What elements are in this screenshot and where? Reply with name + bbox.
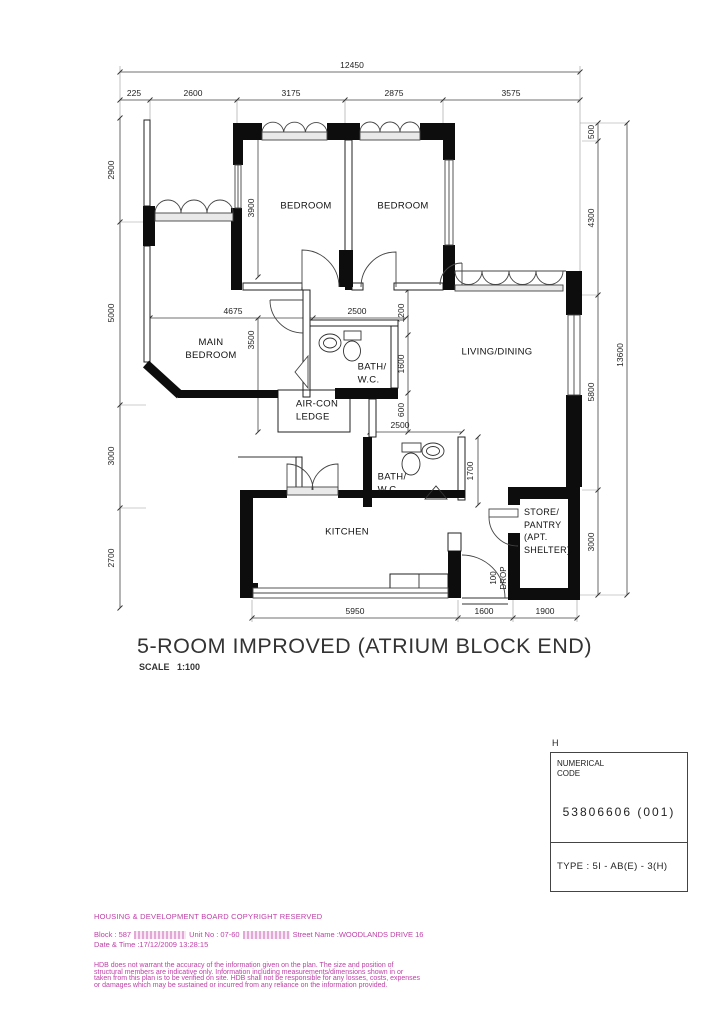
disclaimer-line: HDB does not warrant the accuracy of the information given on the plan. The size and position of bbox=[94, 962, 394, 969]
dim-total-width: 12450 bbox=[340, 59, 364, 70]
numerical-code-label: NUMERICAL CODE bbox=[557, 759, 605, 779]
numerical-code-box bbox=[550, 752, 688, 892]
plan-scale: SCALE 1:100 bbox=[139, 662, 201, 672]
dim-1200: 1200 bbox=[395, 303, 406, 323]
address-line bbox=[94, 930, 423, 939]
dim-bottom-0: 5950 bbox=[345, 605, 365, 616]
dim-top-1: 2600 bbox=[183, 87, 203, 98]
dim-right-2: 5800 bbox=[585, 382, 596, 402]
dim-main-width: 4675 bbox=[223, 305, 243, 316]
room-label-living-dining: LIVING/DINING bbox=[461, 346, 533, 358]
room-label-store-pantry: STORE/ PANTRY (APT. SHELTER) bbox=[524, 507, 571, 555]
toilet-icon bbox=[344, 331, 362, 361]
dim-left-2: 3000 bbox=[105, 446, 116, 466]
type-value: TYPE : 5I - AB(E) - 3(H) bbox=[557, 861, 668, 872]
dim-top-3: 2875 bbox=[384, 87, 404, 98]
dim-top-2: 3175 bbox=[281, 87, 301, 98]
numerical-code-value: 53806606 (001) bbox=[562, 805, 676, 819]
dim-left-3: 2700 bbox=[105, 548, 116, 568]
disclaimer-line: taken from this plan is to be verified on site. HDB shall not be responsible for any losses, costs, expenses bbox=[94, 975, 421, 983]
dim-600: 600 bbox=[395, 402, 406, 418]
room-label-aircon-ledge: AIR-CON LEDGE bbox=[295, 398, 339, 423]
sink-icon bbox=[319, 334, 341, 352]
corner-mark-h: H bbox=[552, 738, 559, 748]
dim-left-1: 5000 bbox=[105, 303, 116, 323]
dim-left-0: 2900 bbox=[105, 160, 116, 180]
unit-value: Unit No : 07-60 bbox=[189, 930, 240, 939]
dim-bath2-width: 2500 bbox=[390, 419, 410, 430]
type-section bbox=[551, 843, 687, 890]
redacted-block bbox=[134, 931, 186, 939]
room-label-bedroom1: BEDROOM bbox=[280, 200, 332, 212]
dim-bath2-depth: 1700 bbox=[464, 461, 475, 481]
room-label-bath2: BATH/ W.C. bbox=[377, 471, 407, 496]
redacted-block bbox=[243, 931, 290, 939]
dim-drop-value: 100 bbox=[489, 571, 498, 585]
room-label-bedroom2: BEDROOM bbox=[377, 200, 429, 212]
disclaimer-line: or damages which may be sustained or incurred from any reliance on the information provided. bbox=[94, 981, 388, 989]
copyright-line: HOUSING & DEVELOPMENT BOARD COPYRIGHT RESERVED bbox=[94, 912, 323, 921]
dim-bottom-2: 1900 bbox=[535, 605, 555, 616]
dim-top-0: 225 bbox=[126, 87, 142, 98]
block-value: Block : 587 bbox=[94, 930, 132, 939]
dim-total-height: 13600 bbox=[614, 343, 625, 367]
dim-bath1-width: 2500 bbox=[347, 305, 367, 316]
disclaimer-line: structural members are indicative only. Information including measurements/dimensions shown in or bbox=[94, 968, 404, 976]
dim-drop-word: DROP bbox=[499, 566, 508, 590]
sink-icon bbox=[422, 443, 444, 459]
dim-right-3: 3000 bbox=[585, 532, 596, 552]
dim-main-depth: 3500 bbox=[245, 330, 256, 350]
room-label-kitchen: KITCHEN bbox=[325, 526, 369, 538]
street-value: Street Name :WOODLANDS DRIVE 16 bbox=[292, 930, 424, 939]
room-label-bath1: BATH/ W.C. bbox=[357, 361, 387, 386]
dim-bottom-1: 1600 bbox=[474, 605, 494, 616]
dim-1600: 1600 bbox=[395, 354, 406, 374]
dim-bed1-depth: 3900 bbox=[245, 198, 256, 218]
disclaimer bbox=[94, 963, 420, 989]
dim-right-1: 4300 bbox=[585, 208, 596, 228]
dim-right-0: 500 bbox=[585, 124, 596, 140]
datetime-line: Date & Time :17/12/2009 13:28:15 bbox=[94, 940, 209, 949]
numerical-code-section bbox=[551, 753, 687, 843]
plan-title: 5-ROOM IMPROVED (ATRIUM BLOCK END) bbox=[137, 634, 592, 658]
dim-top-4: 3575 bbox=[501, 87, 521, 98]
room-label-main-bedroom: MAIN BEDROOM bbox=[185, 337, 237, 361]
